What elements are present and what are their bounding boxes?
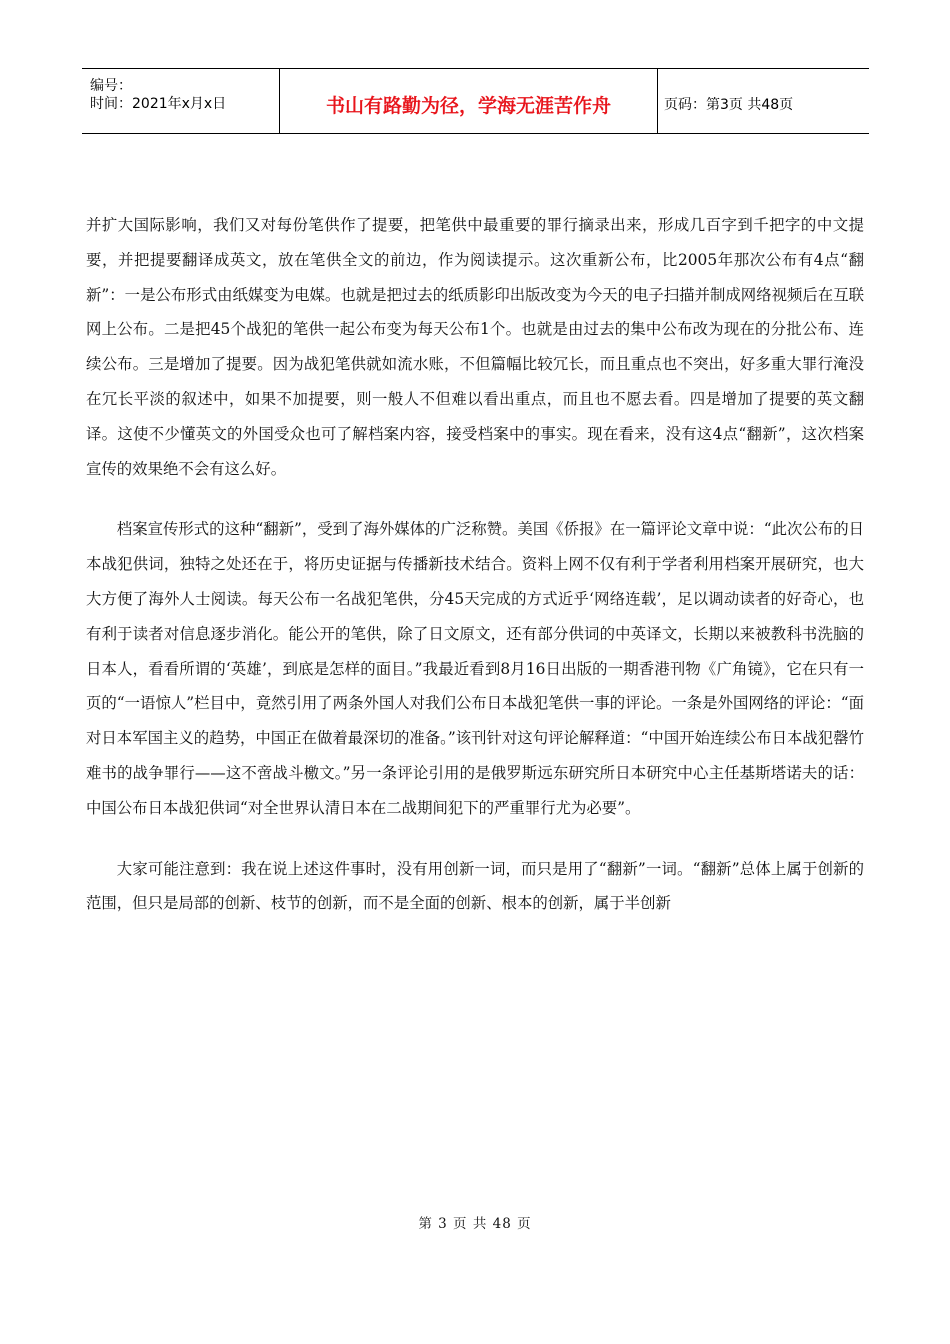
body-paragraph-1: 并扩大国际影响，我们又对每份笔供作了提要，把笔供中最重要的罪行摘录出来，形成几百字到千把字的中文提要，并把提要翻译成英文，放在笔供全文的前边，作为阅读提示。这次重新公布，比2005年那次公布有4点“翻新”：一是公布形式由纸媒变为电媒。也就是把过去的纸质影印出版改变为今天的电子扫描并制成网络视频后在互联网上公布。二是把45个战犯的笔供一起公布变为每天公布1个。也就是由过去的集中公布改为现在的分批公布、连续公布。三是增加了提要。因为战犯笔供就如流水账，不但篇幅比较冗长，而且重点也不突出，好多重大罪行淹没在冗长平淡的叙述中，如果不加提要，则一般人不但难以看出重点，而且也不愿去看。四是增加了提要的英文翻译。这使不少懂英文的外国受众也可了解档案内容，接受档案中的事实。现在看来，没有这4点“翻新”，这次档案宣传的效果绝不会有这么好。 <box>86 216 864 478</box>
document-number-label: 编号： <box>90 78 132 94</box>
document-body <box>86 208 864 921</box>
document-header <box>82 68 869 134</box>
header-meta-cell <box>82 69 280 133</box>
header-page-cell <box>658 69 869 133</box>
document-date: 时间：2021年x月x日 <box>90 96 227 112</box>
header-page-info: 页码：第3页 共48页 <box>664 97 794 113</box>
header-motto-cell <box>280 69 658 133</box>
body-paragraph-3: 大家可能注意到：我在说上述这件事时，没有用创新一词，而只是用了“翻新”一词。“翻新”总体上属于创新的范围，但只是局部的创新、枝节的创新，而不是全面的创新、根本的创新，属于半创新 <box>86 859 864 913</box>
page-footer: 第 3 页 共 48 页 <box>418 1216 532 1232</box>
body-paragraph-2: 档案宣传形式的这种“翻新”，受到了海外媒体的广泛称赞。美国《侨报》在一篇评论文章中说：“此次公布的日本战犯供词，独特之处还在于，将历史证据与传播新技术结合。资料上网不仅有利于学者利用档案开展研究，也大大方便了海外人士阅读。每天公布一名战犯笔供，分45天完成的方式近乎‘网络连载’，足以调动读者的好奇心，也有利于读者对信息逐步消化。能公开的笔供，除了日文原文，还有部分供词的中英译文，长期以来被教科书洗脑的日本人，看看所谓的‘英雄’，到底是怎样的面目。”我最近看到8月16日出版的一期香港刊物《广角镜》，它在只有一页的“一语惊人”栏目中，竟然引用了两条外国人对我们公布日本战犯笔供一事的评论。一条是外国网络的评论：“面对日本军国主义的趋势，中国正在做着最深切的准备。”该刊针对这句评论解释道：“中国开始连续公布日本战犯罄竹难书的战争罪行——这不啻战斗檄文。”另一条评论引用的是俄罗斯远东研究所日本研究中心主任基斯塔诺夫的话：中国公布日本战犯供词“对全世界认清日本在二战期间犯下的严重罪行尤为必要”。 <box>86 520 864 817</box>
header-motto: 书山有路勤为径，学海无涯苦作舟 <box>325 95 611 117</box>
